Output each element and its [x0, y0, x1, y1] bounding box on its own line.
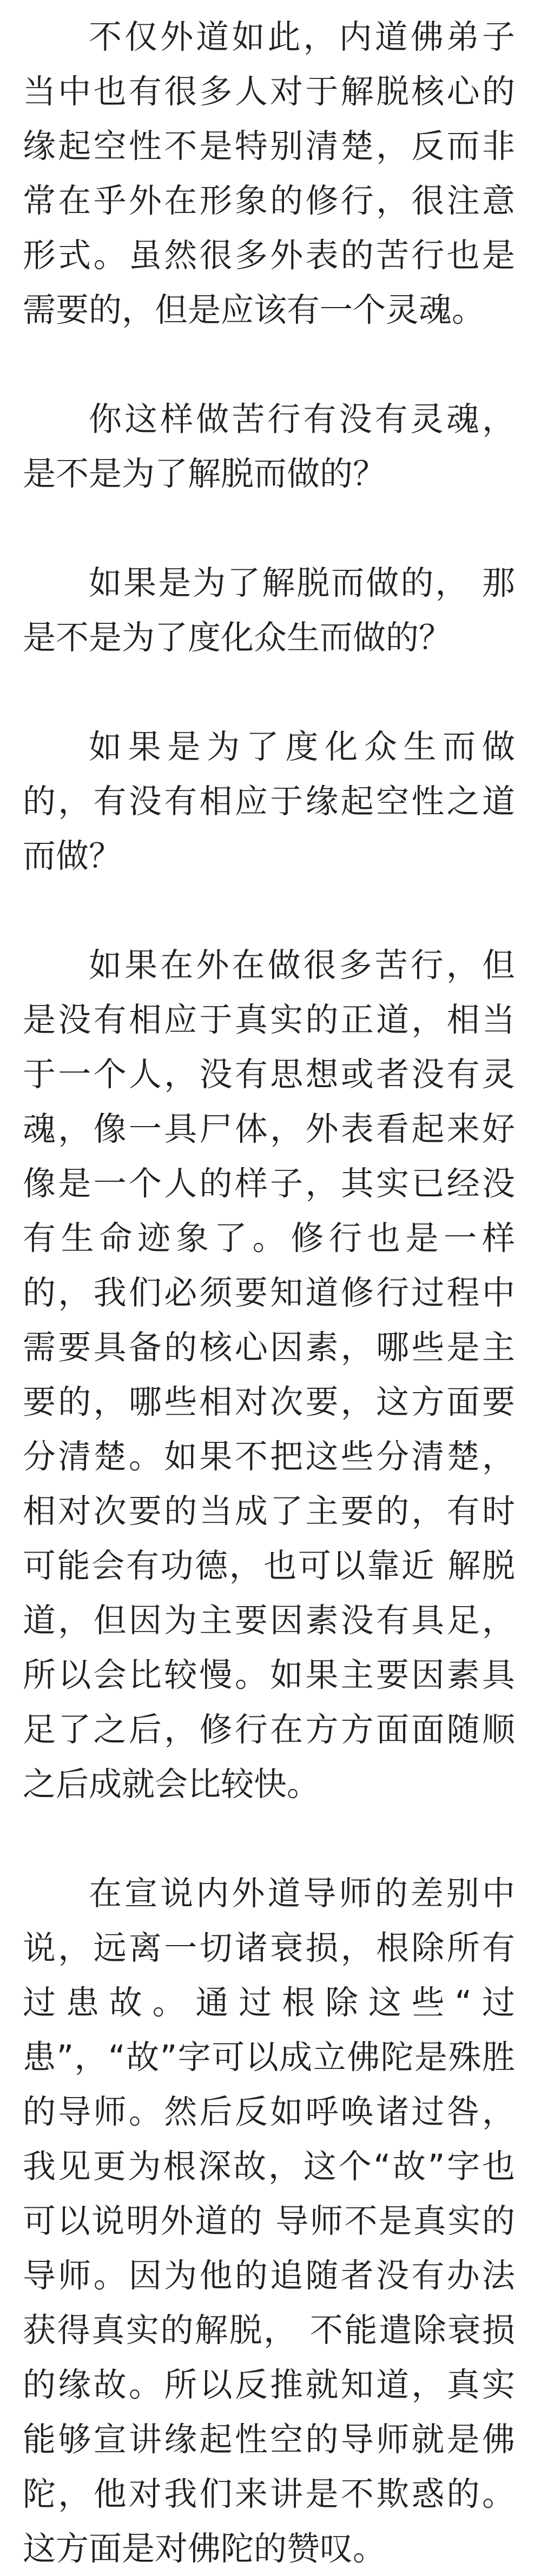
paragraph-spacer	[23, 501, 515, 556]
paragraph-spacer	[23, 665, 515, 720]
paragraph-spacer	[23, 1812, 515, 1866]
paragraph-4: 如果是为了度化众生而做的，有没有相应于缘起空性之道而做？	[23, 728, 515, 875]
paragraph-spacer	[23, 883, 515, 938]
paragraph-spacer	[23, 337, 515, 392]
paragraph-6: 在宣说内外道导师的差别中说，远离一切诸衰损，根除所有过患故。通过根除这些“过患”，“故”字可以成立佛陀是殊胜的导师。然后反如呼唤诸过咎，我见更为根深故，这个“故”字也可以说明外道的 导师不是真实的导师。因为他的追随者没有办法获得真实的解脱， 不能遣除衰损的缘故。所以反推就知道，真实能够宣讲缘起性空的导师就是佛陀，他对我们来讲是不欺惑的。这方面是对佛陀的赞叹。	[23, 1874, 515, 2568]
paragraph-5: 如果在外在做很多苦行，但是没有相应于真实的正道，相当于一个人，没有思想或者没有灵魂，像一具尸体，外表看起来好像是一个人的样子，其实已经没有生命迹象了。修行也是一样的，我们必须要知道修行过程中需要具备的核心因素，哪些是主要的，哪些相对次要，这方面要分清楚。如果不把这些分清楚，相对次要的当成了主要的，有时可能会有功德，也可以靠近 解脱道，但因为主要因素没有具足，所以会比较慢。如果主要因素具 足了之后，修行在方方面面随顺之后成就会比较快。	[23, 946, 526, 1803]
paragraph-2: 你这样做苦行有没有灵魂，是不是为了解脱而做的？	[23, 400, 515, 493]
paragraph-1: 不仅外道如此，内道佛弟子当中也有很多人对于解脱核心的缘起空性不是特别清楚，反而非常在乎外在形象的修行，很注意形式。虽然很多外表的苦行也是需要的，但是应该有一个灵魂。	[23, 18, 515, 329]
paragraph-3: 如果是为了解脱而做的， 那是不是为了度化众生而做的？	[23, 564, 515, 657]
